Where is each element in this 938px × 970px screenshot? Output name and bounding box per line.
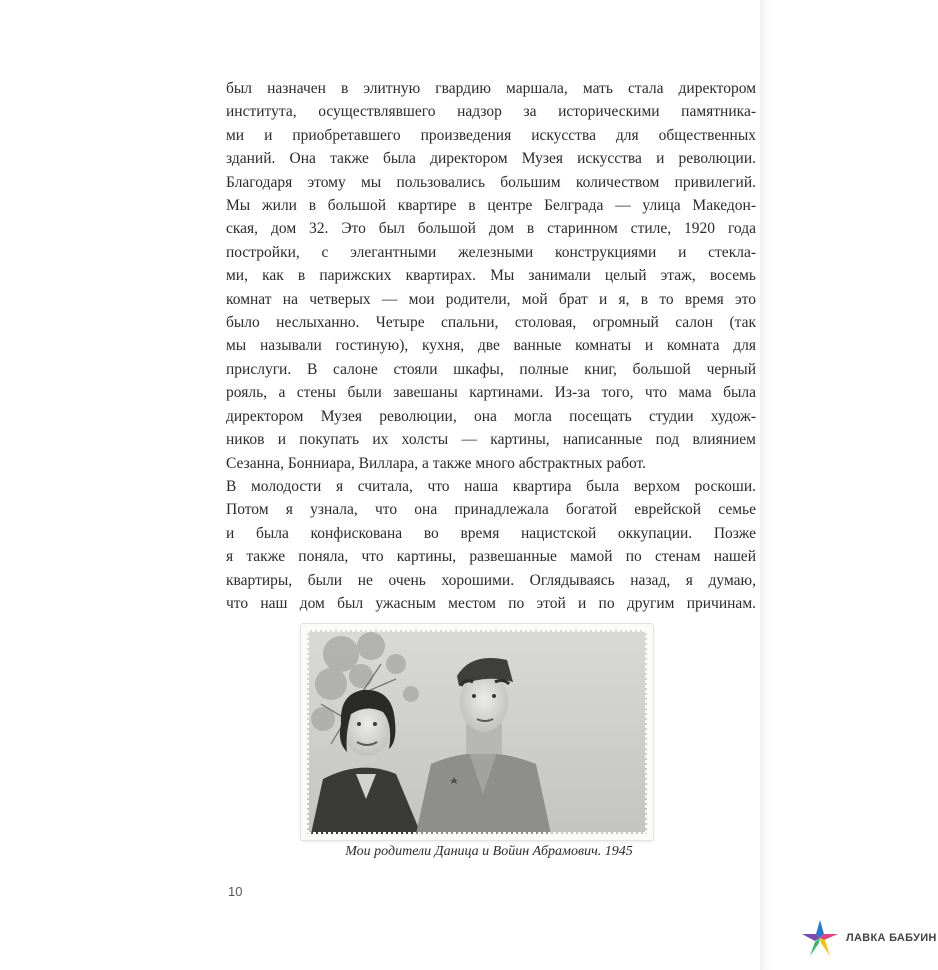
text-line: ников и покупать их холсты — картины, написанные под влиянием bbox=[226, 431, 756, 449]
text-line: мы называли гостиную), кухня, две ванные комнаты и комната для bbox=[226, 337, 756, 355]
text-line: и была конфискована во время нацистской оккупации. Позже bbox=[226, 524, 756, 542]
text-line: В молодости я считала, что наша квартира была верхом роскоши. bbox=[226, 478, 756, 495]
star-logo-icon bbox=[800, 918, 840, 958]
text-line: прислуги. В салоне стояли шкафы, полные книг, большой черный bbox=[226, 360, 756, 378]
parents-photo bbox=[301, 624, 653, 840]
text-line: Благодаря этому мы пользовались большим количеством привилегий. bbox=[226, 173, 756, 191]
page-edge-shadow bbox=[760, 0, 938, 970]
text-line: что наш дом был ужасным местом по этой и по другим причинам. bbox=[226, 595, 756, 613]
text-line: института, осуществлявшего надзор за историческими памятника- bbox=[226, 103, 756, 121]
text-line: комнат на четверых — мои родители, мой брат и я, в то время это bbox=[226, 290, 756, 308]
text-line: было неслыханно. Четыре спальни, столовая, огромный салон (так bbox=[226, 314, 756, 332]
paragraph-1 bbox=[226, 77, 756, 475]
photo-image bbox=[301, 624, 653, 840]
text-line: ми и приобретавшего произведения искусства для общественных bbox=[226, 126, 756, 144]
text-line: был назначен в элитную гвардию маршала, мать стала директором bbox=[226, 80, 756, 97]
text-line: Мы жили в большой квартире в центре Белграда — улица Македон- bbox=[226, 197, 756, 215]
text-line: зданий. Она также была директором Музея искусства и революции. bbox=[226, 150, 756, 168]
text-line: ми, как в парижских квартирах. Мы занимали целый этаж, восемь bbox=[226, 267, 756, 285]
photo-caption: Мои родители Даница и Войин Абрамович. 1945 bbox=[345, 844, 633, 859]
paragraph-2 bbox=[226, 475, 756, 615]
text-line: рояль, а стены были завешаны картинами. Из-за того, что мама была bbox=[226, 384, 756, 402]
text-line: ская, дом 32. Это был большой дом в старинном стиле, 1920 года bbox=[226, 220, 756, 238]
text-line: постройки, с элегантными железными конструкциями и стекла- bbox=[226, 243, 756, 261]
text-line: Потом я узнала, что она принадлежала богатой еврейской семье bbox=[226, 501, 756, 519]
page-number: 10 bbox=[228, 884, 243, 899]
text-line: я также поняла, что картины, развешанные мамой по стенам нашей bbox=[226, 548, 756, 566]
logo-text: ЛАВКА БАБУИН bbox=[846, 932, 937, 944]
text-line: директором Музея революции, она могла посещать студии худож- bbox=[226, 407, 756, 425]
text-line: квартиры, были не очень хорошими. Оглядываясь назад, я думаю, bbox=[226, 571, 756, 589]
text-line: Сезанна, Бонниара, Виллара, а также много абстрактных работ. bbox=[226, 454, 647, 472]
store-logo bbox=[800, 918, 937, 958]
